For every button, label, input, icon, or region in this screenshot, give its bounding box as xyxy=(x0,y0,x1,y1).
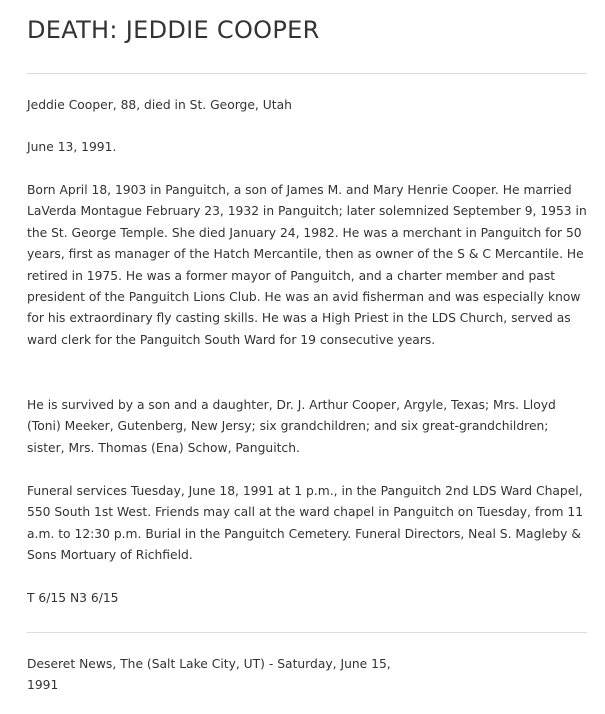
funeral-paragraph: Funeral services Tuesday, June 18, 1991 at 1 p.m., in the Panguitch 2nd LDS Ward Chapel, 550 South 1st West. Friends may call at the ward chapel in Panguitch on Tuesday, from 11 a.m. to 12:30 p.m. Burial in the Panguitch Cemetery. Funeral Directors, Neal S. Magleby & Sons Mortuary of Richfield. xyxy=(27,484,584,563)
source-citation: Deseret News, The (Salt Lake City, UT) - Saturday, June 15, 1991 xyxy=(27,657,391,693)
publication-code: T 6/15 N3 6/15 xyxy=(27,591,119,605)
intro-paragraph: Jeddie Cooper, 88, died in St. George, Utah xyxy=(27,98,292,112)
top-divider xyxy=(27,73,587,74)
date-paragraph: June 13, 1991. xyxy=(27,140,117,154)
survivors-paragraph: He is survived by a son and a daughter, Dr. J. Arthur Cooper, Argyle, Texas; Mrs. Lloyd (Toni) Meeker, Gutenberg, New Jersy; six grandchildren; and six great-grandchildren; sister, Mrs. Thomas (Ena) Schow, Panguitch. xyxy=(27,398,556,455)
bottom-divider xyxy=(27,632,587,633)
page-title: DEATH: JEDDIE COOPER xyxy=(27,16,320,44)
biography-paragraph: Born April 18, 1903 in Panguitch, a son of James M. and Mary Henrie Cooper. He married LaVerda Montague February 23, 1932 in Panguitch; later solemnized September 9, 1953 in the St. George Temple. She died January 24, 1982. He was a merchant in Panguitch for 50 years, first as manager of the Hatch Mercantile, then as owner of the S & C Mercantile. He retired in 1975. He was a former mayor of Panguitch, and a charter member and past president of the Panguitch Lions Club. He was an avid fisherman and was especially know for his extraordinary fly casting skills. He was a High Priest in the LDS Church, served as ward clerk for the Panguitch South Ward for 19 consecutive years. xyxy=(27,183,587,347)
